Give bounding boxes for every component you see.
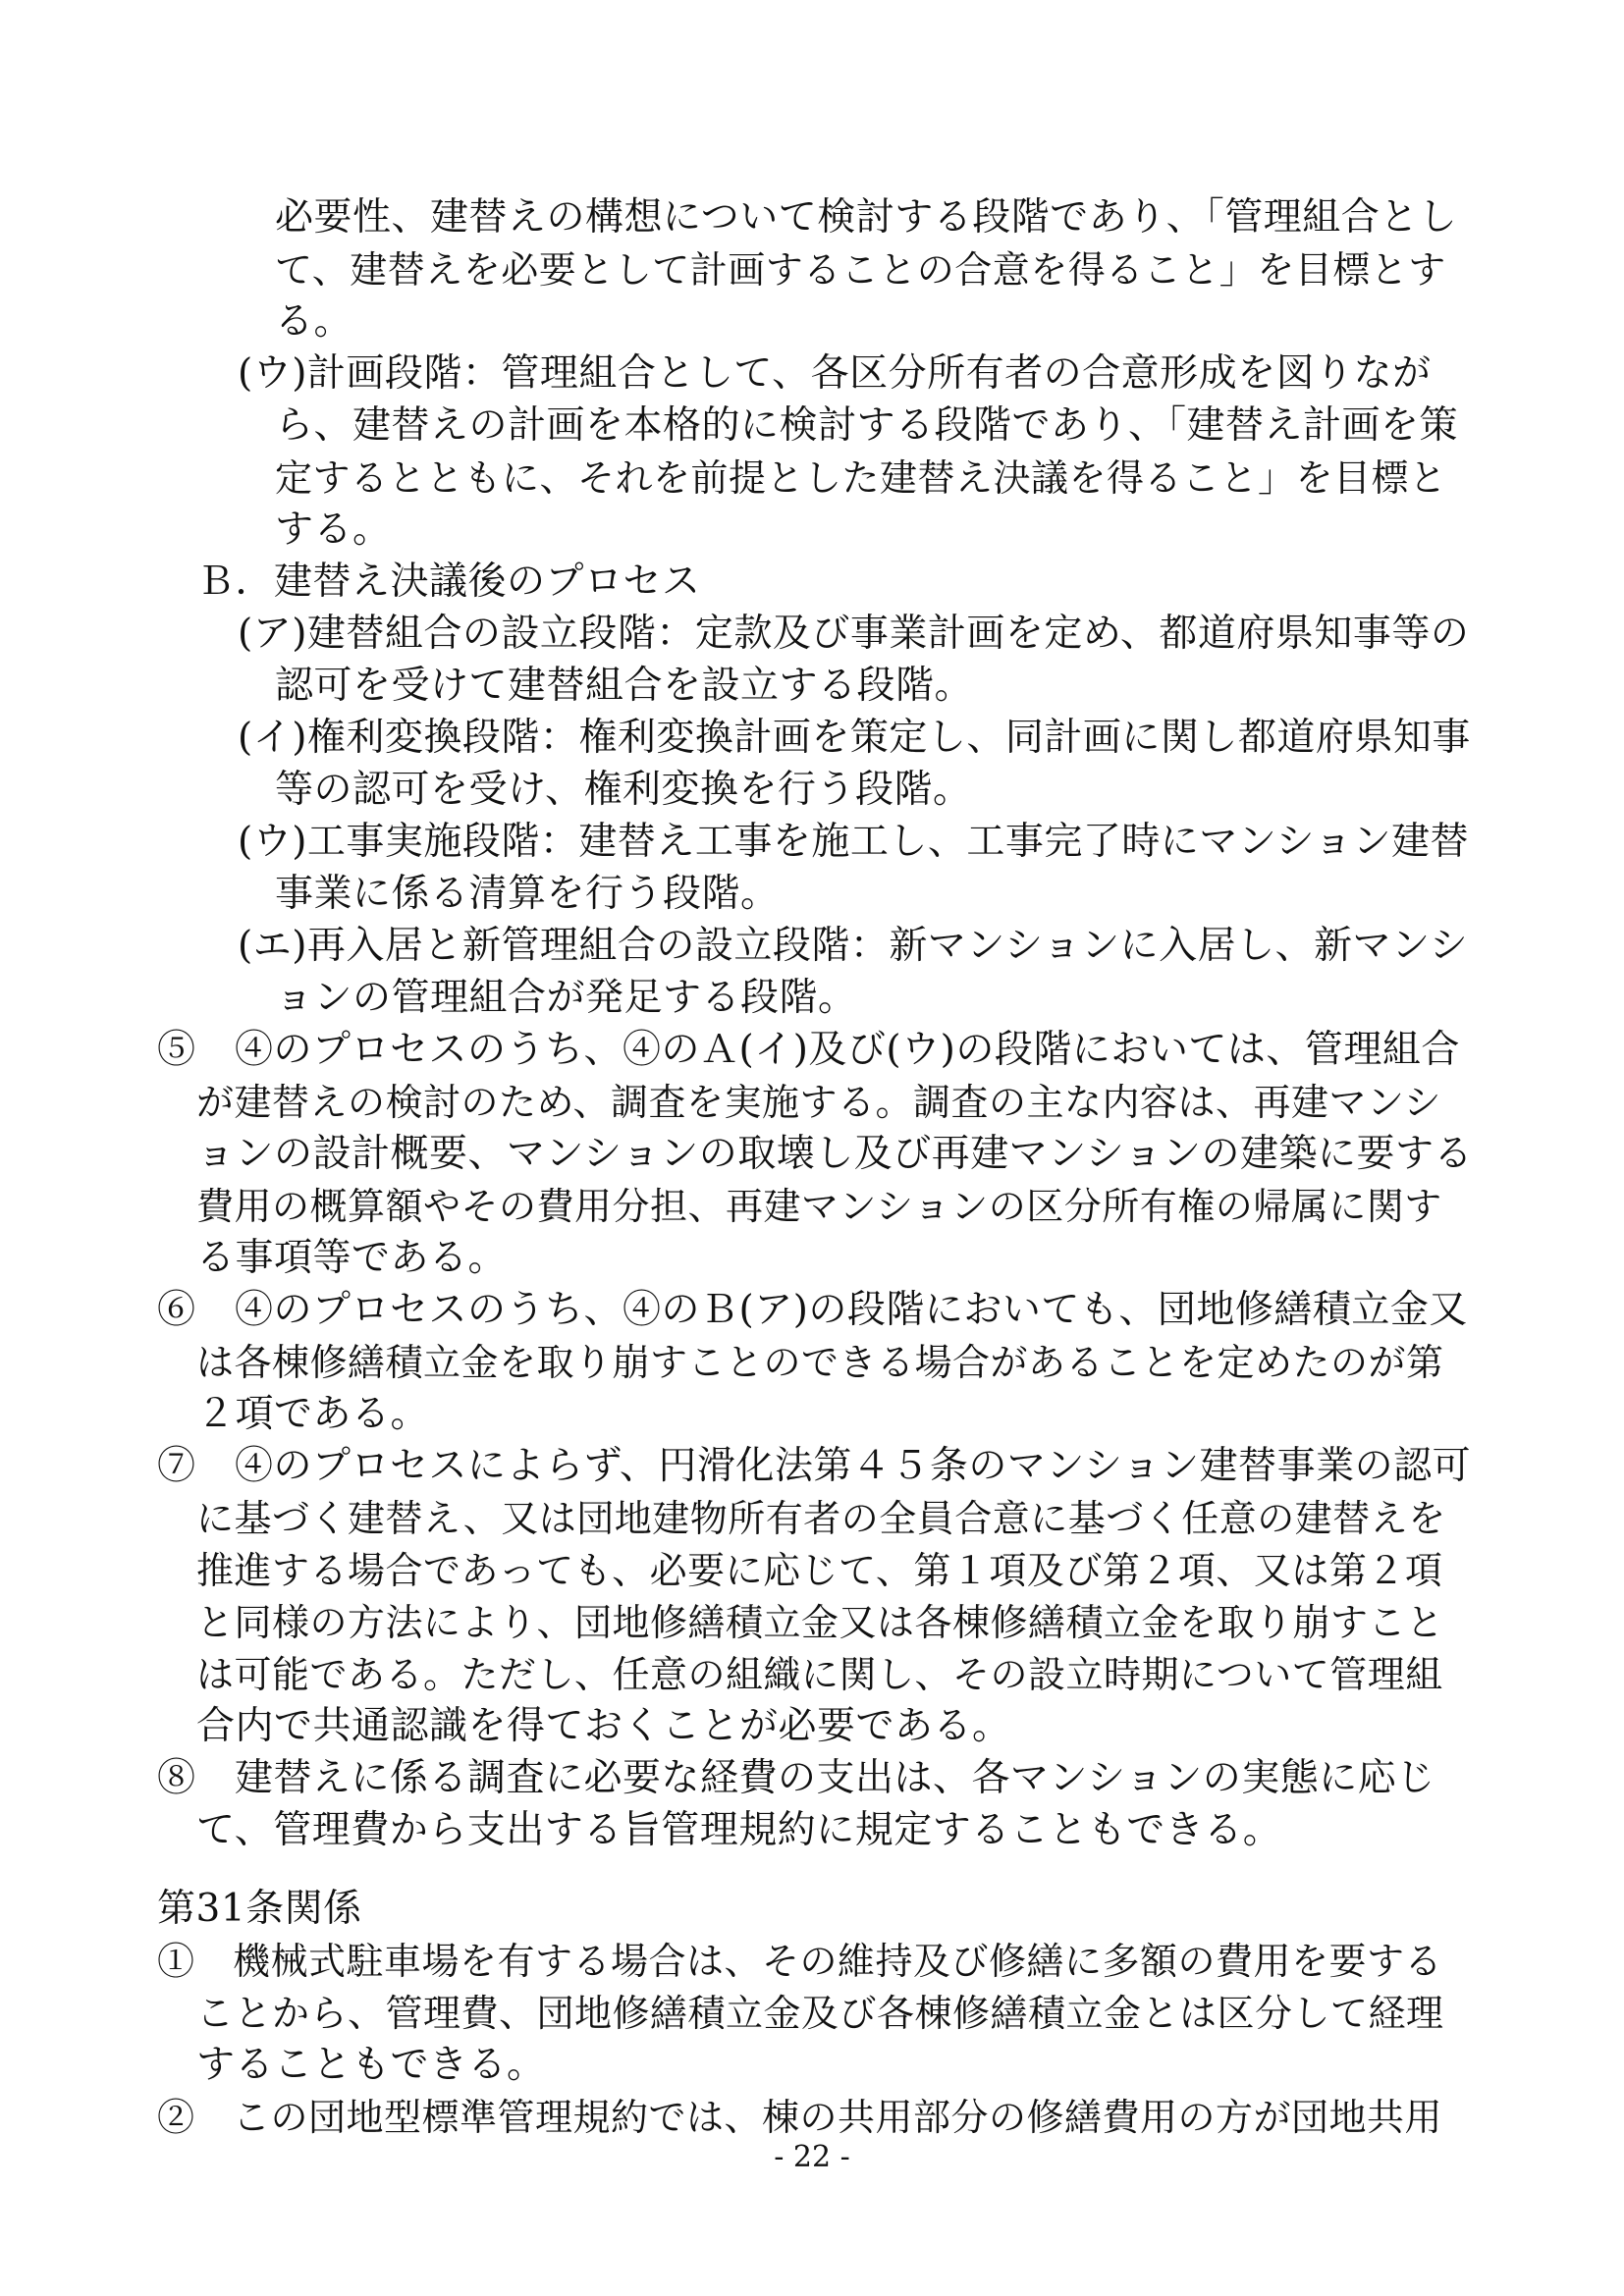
body-text-line: 推進する場合であっても、必要に応じて、第１項及び第２項、又は第２項 — [196, 1549, 1443, 1592]
list-item-heading: (ウ)工事実施段階：建替え工事を施工し、工事完了時にマンション建替 — [238, 820, 1470, 864]
body-text-line: る事項等である。 — [196, 1236, 508, 1280]
body-text-line: 事業に係る清算を行う段階。 — [275, 872, 780, 916]
body-text-line: ョンの設計概要、マンションの取壊し及び再建マンションの建築に要する — [196, 1132, 1473, 1176]
body-text-line: が建替えの検討のため、調査を実施する。調査の主な内容は、再建マンシ — [196, 1081, 1442, 1124]
list-item-heading: (イ)権利変換段階：権利変換計画を策定し、同計画に関し都道府県知事 — [238, 716, 1471, 760]
list-item-heading: (ウ)計画段階：管理組合として、各区分所有者の合意形成を図りなが — [238, 351, 1432, 396]
body-text-line: る。 — [275, 299, 353, 344]
section-heading: 第31条関係 — [157, 1887, 362, 1931]
body-text-line: と同様の方法により、団地修繕積立金又は各棟修繕積立金を取り崩すこと — [196, 1601, 1444, 1644]
numbered-paragraph: ⑥ ④のプロセスのうち、④のＢ(ア)の段階においても、団地修繕積立金又 — [157, 1288, 1468, 1332]
page-number: - 22 - — [774, 2140, 850, 2174]
body-text-line: ら、建替えの計画を本格的に検討する段階であり、「建替え計画を策 — [275, 403, 1459, 448]
body-text-line: ことから、管理費、団地修繕積立金及び各棟修繕積立金とは区分して経理 — [196, 1992, 1444, 2035]
body-text-line: 費用の概算額やその費用分担、再建マンションの区分所有権の帰属に関す — [196, 1185, 1442, 1228]
body-text-line: 等の認可を受け、権利変換を行う段階。 — [275, 768, 972, 812]
section-subheading: Ｂ．建替え決議後のプロセス — [196, 560, 701, 604]
body-text-line: 必要性、建替えの構想について検討する段階であり、「管理組合とし — [275, 195, 1458, 240]
body-text-line: ョンの管理組合が発足する段階。 — [275, 976, 857, 1020]
numbered-paragraph: ⑤ ④のプロセスのうち、④のＡ(イ)及び(ウ)の段階においては、管理組合 — [157, 1028, 1460, 1072]
body-text-line: は各棟修繕積立金を取り崩すことのできる場合があることを定めたのが第 — [196, 1341, 1444, 1384]
numbered-paragraph: ⑦ ④のプロセスによらず、円滑化法第４５条のマンション建替事業の認可 — [157, 1444, 1472, 1488]
body-text-line: ２項である。 — [196, 1392, 430, 1436]
body-text-line: 合内で共通認識を得ておくことが必要である。 — [196, 1704, 1011, 1748]
body-text-line: に基づく建替え、又は団地建物所有者の全員合意に基づく任意の建替えを — [196, 1497, 1446, 1540]
body-text-line: することもできる。 — [196, 2043, 546, 2087]
body-text-line: 定するとともに、それを前提とした建替え決議を得ること」を目標と — [275, 456, 1447, 500]
body-text-line: て、建替えを必要として計画することの合意を得ること」を目標とす — [275, 248, 1446, 292]
body-text-line: する。 — [275, 507, 392, 552]
numbered-paragraph: ① 機械式駐車場を有する場合は、その維持及び修繕に多額の費用を要する — [157, 1940, 1443, 1983]
body-text-line: 認可を受けて建替組合を設立する段階。 — [275, 664, 974, 708]
numbered-paragraph: ② この団地型標準管理規約では、棟の共用部分の修繕費用の方が団地共用 — [157, 2096, 1443, 2139]
list-item-heading: (エ)再入居と新管理組合の設立段階：新マンションに入居し、新マンシ — [238, 924, 1469, 968]
list-item-heading: (ア)建替組合の設立段階：定款及び事業計画を定め、都道府県知事等の — [238, 612, 1470, 656]
body-text-line: て、管理費から支出する旨管理規約に規定することもできる。 — [196, 1808, 1282, 1852]
body-text-line: は可能である。ただし、任意の組織に関し、その設立時期について管理組 — [196, 1653, 1443, 1696]
numbered-paragraph: ⑧ 建替えに係る調査に必要な経費の支出は、各マンションの実態に応じ — [157, 1756, 1435, 1800]
